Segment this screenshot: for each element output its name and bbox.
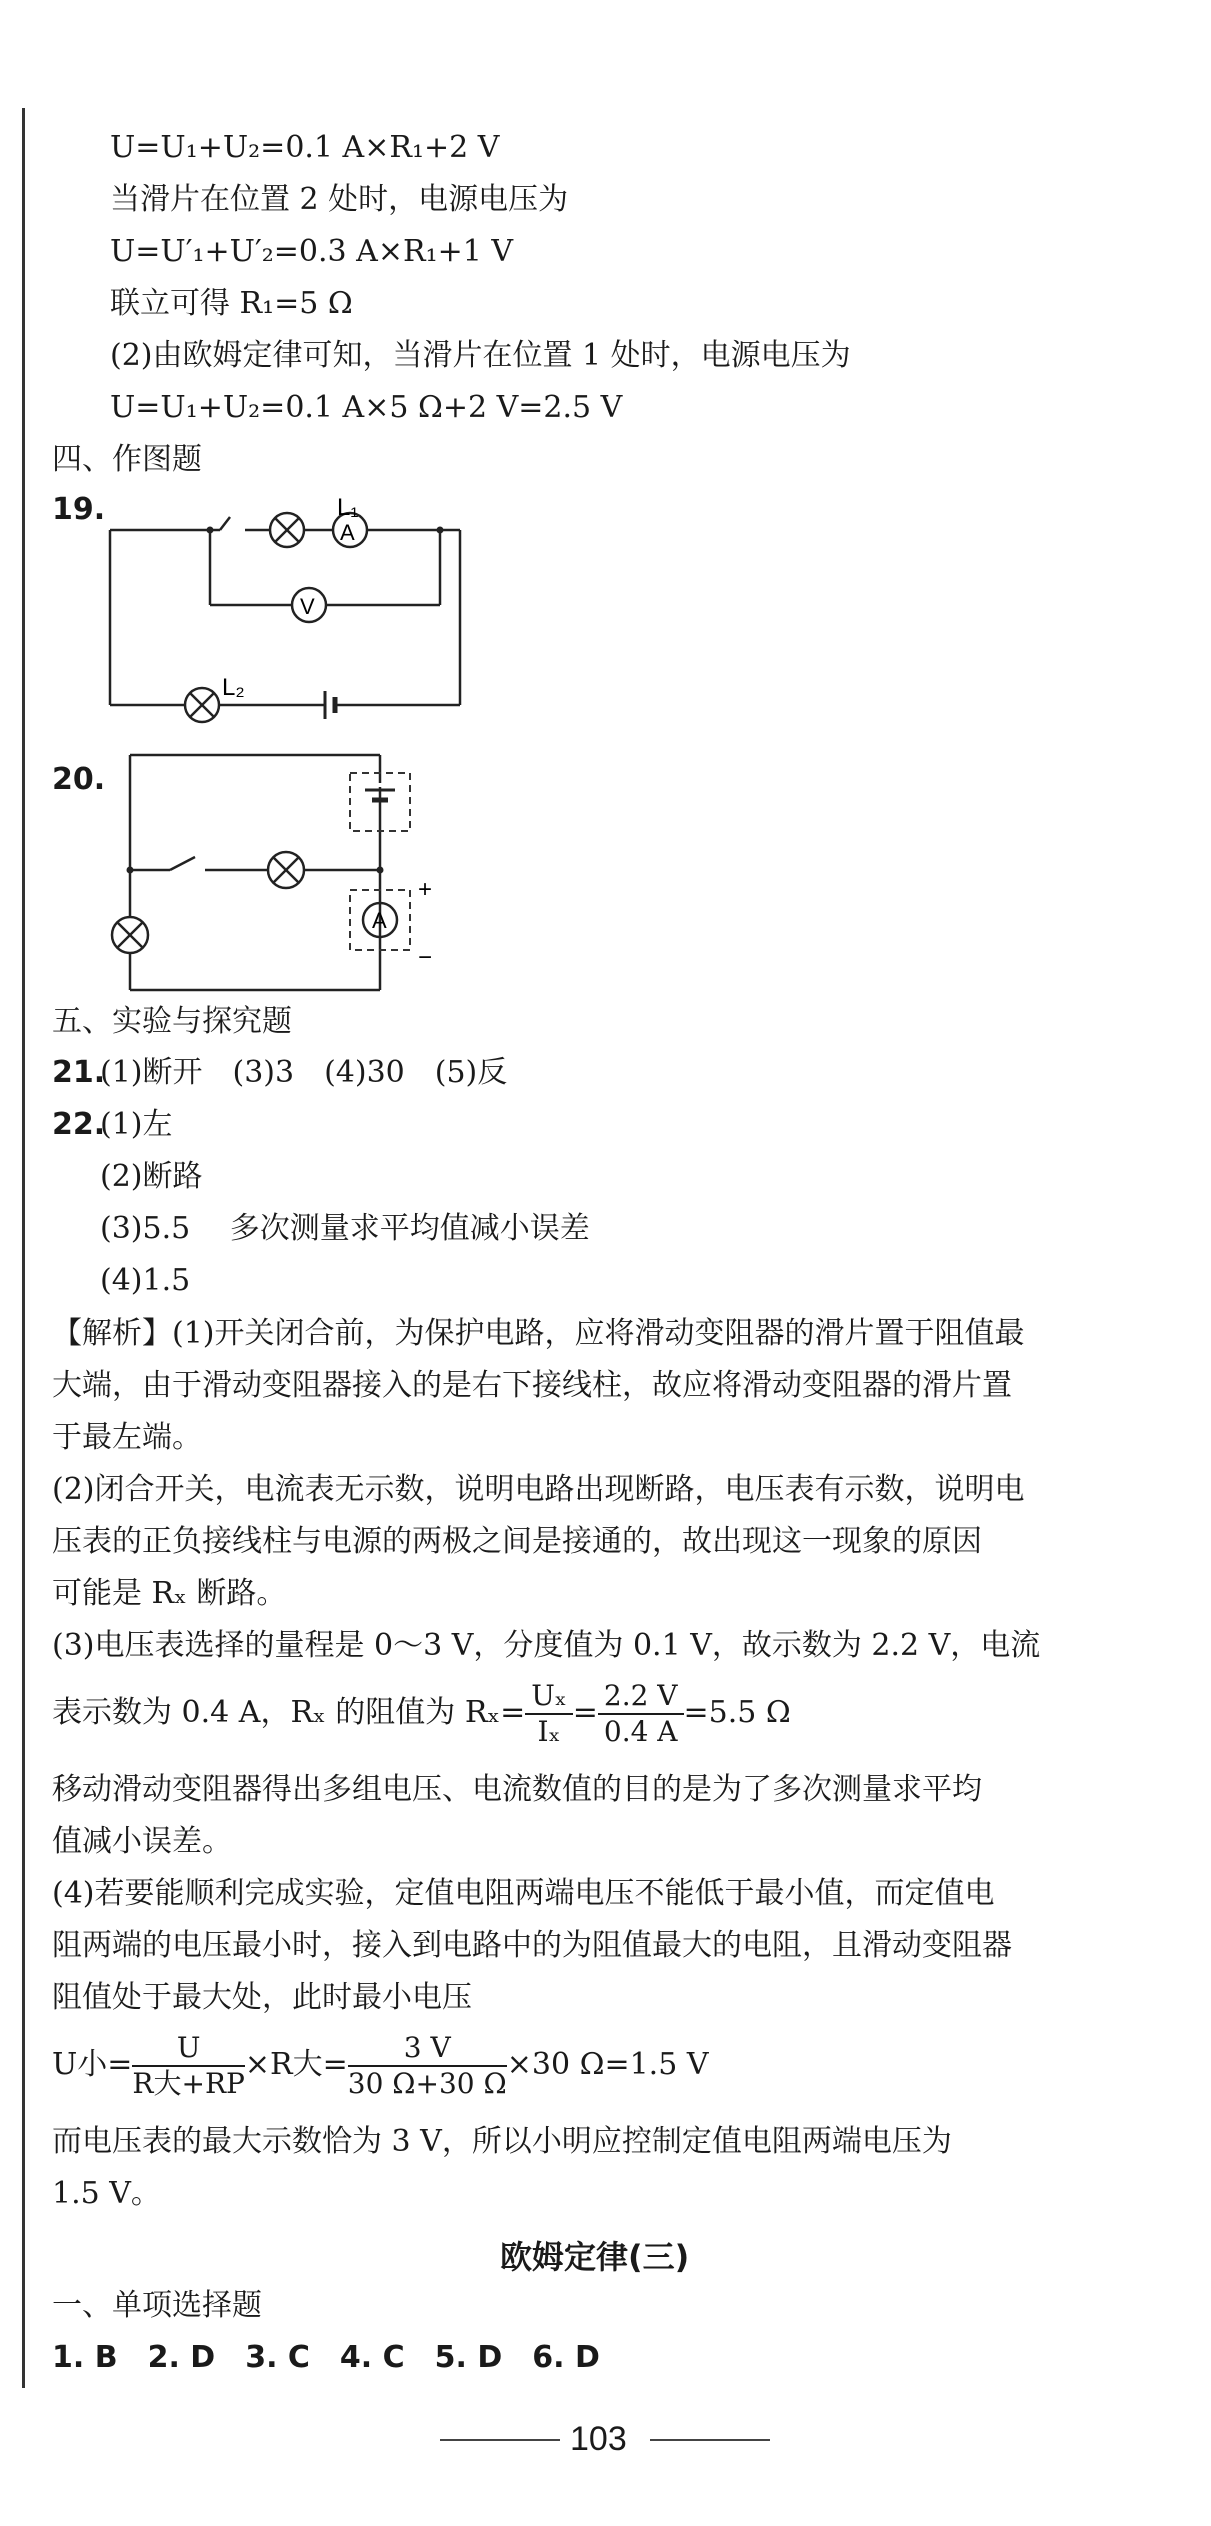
question-20-number: 20. xyxy=(52,762,106,797)
page-number: 103 xyxy=(570,2420,627,2458)
explanation-line-1: 【解析】(1)开关闭合前，为保护电路，应将滑动变阻器的滑片置于阻值最 xyxy=(52,1316,1025,1351)
question-22-part-1: (1)左 xyxy=(100,1107,173,1142)
fraction-numerator-3: U xyxy=(132,2031,244,2067)
eq-line-6: U=U₁+U₂=0.1 A×5 Ω+2 V=2.5 V xyxy=(110,390,623,425)
explanation-line-2: 大端，由于滑动变阻器接入的是右下接线柱，故应将滑动变阻器的滑片置 xyxy=(52,1368,1012,1403)
fraction-u-over-r xyxy=(132,2031,244,2101)
left-margin-rule xyxy=(22,108,25,2388)
fraction-values xyxy=(598,1679,684,1749)
fraction-denominator-2: 0.4 A xyxy=(603,1715,678,1748)
fraction-numerator: Uₓ xyxy=(525,1679,572,1715)
formula-result-2: ×30 Ω=1.5 V xyxy=(506,2047,709,2082)
text-line-4: 联立可得 R₁=5 Ω xyxy=(110,286,353,321)
voltmeter-label: V xyxy=(300,594,315,619)
explanation-line-12: 阻两端的电压最小时，接入到电路中的为阻值最大的电阻，且滑动变阻器 xyxy=(52,1928,1012,1963)
section-title: 欧姆定律(三) xyxy=(500,2238,690,2276)
question-22-part-4: (4)1.5 xyxy=(100,1263,191,1298)
explanation-line-8-formula xyxy=(52,1673,791,1753)
explanation-line-11: (4)若要能顺利完成实验，定值电阻两端电压不能低于最小值，而定值电 xyxy=(52,1876,995,1911)
fraction-values-2 xyxy=(348,2031,507,2101)
u-min-prefix: U小= xyxy=(52,2047,133,2082)
explanation-line-3: 于最左端。 xyxy=(52,1420,202,1455)
fraction-denominator-3: R大+RP xyxy=(132,2067,245,2100)
question-19-number: 19. xyxy=(52,492,106,527)
circuit-diagram-20 xyxy=(100,745,460,995)
explanation-line-13: 阻值处于最大处，此时最小电压 xyxy=(52,1980,472,2015)
equals-sign: = xyxy=(572,1695,598,1730)
lamp-l2-label: L₂ xyxy=(222,674,245,701)
question-22-part-2: (2)断路 xyxy=(100,1159,203,1194)
section-1-heading: 一、单项选择题 xyxy=(52,2288,262,2323)
fraction-denominator: Iₓ xyxy=(537,1715,561,1748)
ammeter-label-20: A xyxy=(372,908,387,933)
fraction-numerator-4: 3 V xyxy=(348,2031,507,2067)
explanation-line-6: 可能是 Rₓ 断路。 xyxy=(52,1576,287,1611)
footer-rule-left xyxy=(440,2439,560,2441)
fraction-numerator-2: 2.2 V xyxy=(598,1679,684,1715)
ammeter-label: A xyxy=(340,520,355,545)
explanation-line-10: 值减小误差。 xyxy=(52,1824,232,1859)
formula-result: =5.5 Ω xyxy=(683,1695,791,1730)
question-21-answer: (1)断开 (3)3 (4)30 (5)反 xyxy=(100,1055,508,1090)
multiple-choice-answers: 1. B 2. D 3. C 4. C 5. D 6. D xyxy=(52,2340,600,2375)
footer-rule-right xyxy=(650,2439,770,2441)
eq-line-3: U=U′₁+U′₂=0.3 A×R₁+1 V xyxy=(110,234,514,269)
minus-sign: − xyxy=(418,944,433,971)
explanation-line-7: (3)电压表选择的量程是 0～3 V，分度值为 0.1 V，故示数为 2.2 V，电流 xyxy=(52,1628,1041,1663)
section-4-heading: 四、作图题 xyxy=(52,442,202,477)
plus-sign: + xyxy=(418,876,433,903)
eq-line-1: U=U₁+U₂=0.1 A×R₁+2 V xyxy=(110,130,500,165)
explanation-line-4: (2)闭合开关，电流表无示数，说明电路出现断路，电压表有示数，说明电 xyxy=(52,1472,1025,1507)
explanation-line-9: 移动滑动变阻器得出多组电压、电流数值的目的是为了多次测量求平均 xyxy=(52,1772,982,1807)
text-line-2: 当滑片在位置 2 处时，电源电压为 xyxy=(110,182,569,217)
formula-middle: ×R大= xyxy=(244,2047,348,2082)
explanation-line-5: 压表的正负接线柱与电源的两极之间是接通的，故出现这一现象的原因 xyxy=(52,1524,982,1559)
explanation-line-16: 1.5 V。 xyxy=(52,2176,161,2211)
explanation-line-15: 而电压表的最大示数恰为 3 V，所以小明应控制定值电阻两端电压为 xyxy=(52,2124,952,2159)
fraction-ux-ix xyxy=(525,1679,572,1749)
text-line-5: (2)由欧姆定律可知，当滑片在位置 1 处时，电源电压为 xyxy=(110,338,851,373)
circuit-diagram-19 xyxy=(100,495,480,740)
fraction-denominator-4: 30 Ω+30 Ω xyxy=(347,2067,507,2100)
section-5-heading: 五、实验与探究题 xyxy=(52,1004,292,1039)
formula-prefix: 表示数为 0.4 A，Rₓ 的阻值为 Rₓ= xyxy=(52,1695,526,1730)
question-22-number: 22. xyxy=(52,1107,106,1142)
question-21-number: 21. xyxy=(52,1055,106,1090)
question-22-part-3: (3)5.5 多次测量求平均值减小误差 xyxy=(100,1211,590,1246)
lamp-l1-label: L₁ xyxy=(337,495,359,521)
explanation-line-14-formula xyxy=(52,2025,709,2105)
